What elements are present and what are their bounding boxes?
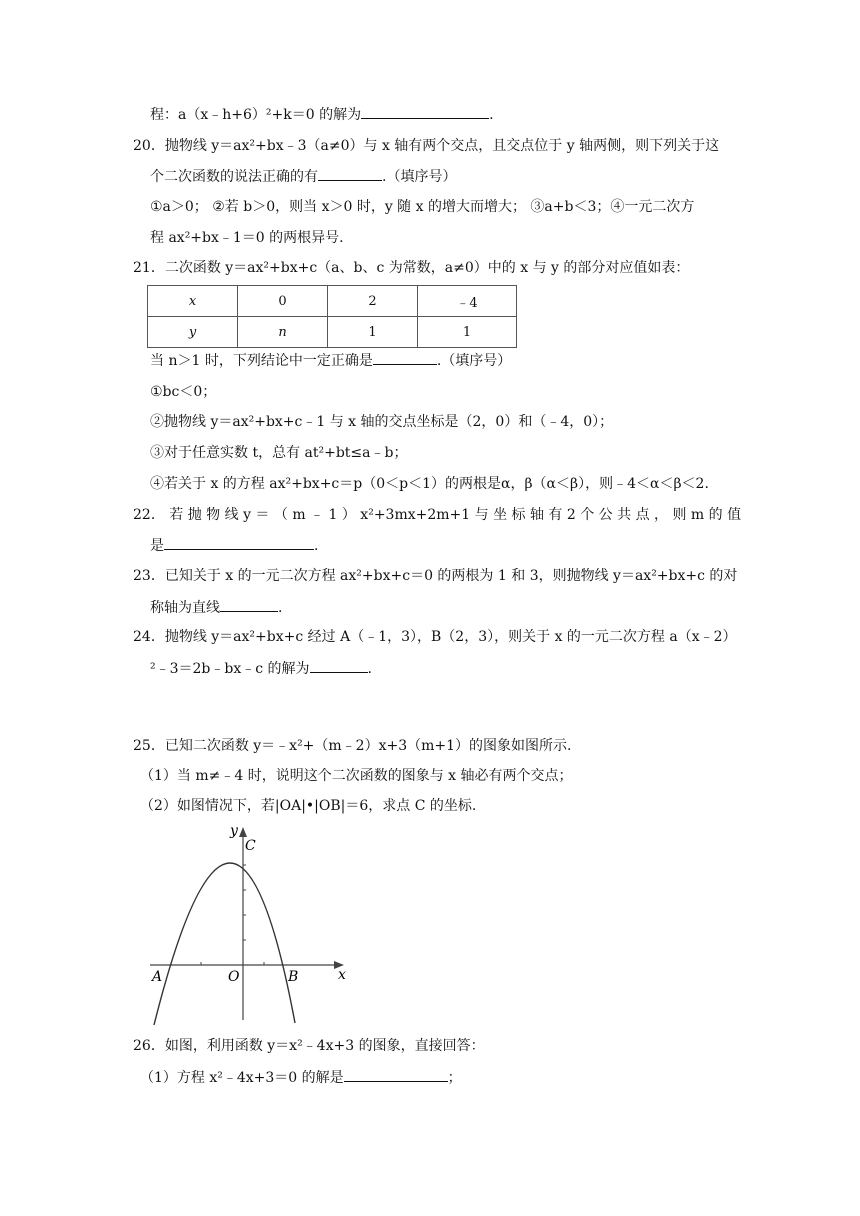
q23-line2 xyxy=(150,597,282,618)
q23-line1: 23．已知关于 x 的一元二次方程 ax²+bx+c＝0 的两根为 1 和 3，则抛物线 y＝ax²+bx+c 的对 xyxy=(133,568,738,584)
q23-text: 称轴为直线 xyxy=(150,600,220,616)
q25-line1: 25．已知二次函数 y＝﹣x²+（m﹣2）x+3（m+1）的图象如图所示. xyxy=(133,738,572,754)
y-axis-label: y xyxy=(230,823,238,839)
answer-blank xyxy=(361,104,489,119)
q24-line2 xyxy=(150,658,372,679)
q21-line1: 21．二次函数 y＝ax²+bx+c（a、b、c 为常数，a≠0）中的 x 与 y 的部分对应值如表： xyxy=(133,260,690,276)
q22-line1: 22． 若 抛 物 线 y ＝ （ m ﹣ 1 ） x²+3mx+2m+1 与 坐 标 轴 有 2 个 公 共 点 ， 则 m 的 值 xyxy=(133,507,742,523)
q21-option-2: ②抛物线 y＝ax²+bx+c﹣1 与 x 轴的交点坐标是（2，0）和（﹣4，0）； xyxy=(150,414,614,430)
q19-text: 程：a（x﹣h+6）²+k＝0 的解为 xyxy=(150,107,362,123)
q26-part1 xyxy=(140,1067,462,1088)
q25-part2: （2）如图情况下，若|OA|•|OB|＝6，求点 C 的坐标. xyxy=(140,798,477,814)
table-cell: 2 xyxy=(328,286,418,317)
table-cell: 1 xyxy=(418,317,517,348)
q22-end: . xyxy=(314,538,319,554)
q20-line1: 20．抛物线 y＝ax²+bx﹣3（a≠0）与 x 轴有两个交点，且交点位于 y 轴两侧，则下列关于这 xyxy=(133,138,720,154)
q26-end: ； xyxy=(447,1070,462,1086)
table-cell: 0 xyxy=(238,286,328,317)
answer-blank xyxy=(318,166,382,181)
q24-line1: 24．抛物线 y＝ax²+bx+c 经过 A（﹣1，3），B（2，3），则关于 x 的一元二次方程 a（x﹣2） xyxy=(133,629,737,645)
point-b-label: B xyxy=(288,969,299,985)
q24-text: ²﹣3＝2b﹣bx﹣c 的解为 xyxy=(150,661,310,677)
table-row xyxy=(148,317,517,348)
answer-blank xyxy=(220,597,278,612)
q21-option-1: ①bc＜0； xyxy=(150,384,217,400)
answer-blank xyxy=(373,350,437,365)
q20-options: ①a＞0； ②若 b＞0，则当 x＞0 时，y 随 x 的增大而增大； ③a+b＜3；④一元二次方 xyxy=(150,199,695,215)
q26-line1: 26．如图，利用函数 y＝x²﹣4x+3 的图象，直接回答： xyxy=(133,1038,485,1054)
q20-hint: .（填序号） xyxy=(382,169,457,185)
q20-text: 个二次函数的说法正确的有 xyxy=(150,169,318,185)
table-cell: n xyxy=(238,317,328,348)
table-row xyxy=(148,286,517,317)
q22-line2 xyxy=(150,535,318,556)
answer-blank xyxy=(164,535,314,550)
q20-options-cont: 程 ax²+bx﹣1＝0 的两根异号. xyxy=(150,230,344,246)
parabola-graph xyxy=(144,820,354,1025)
x-axis-label: x xyxy=(338,967,346,983)
q21-option-3: ③对于任意实数 t，总有 at²+bt≤a﹣b； xyxy=(150,445,408,461)
q22-text: 是 xyxy=(150,538,164,554)
q20-line2 xyxy=(150,166,456,187)
point-c-label: C xyxy=(245,838,256,854)
q21-text: 当 n＞1 时，下列结论中一定正确是 xyxy=(150,353,373,369)
q19-end: . xyxy=(489,107,494,123)
q19-continuation xyxy=(150,104,494,125)
value-table xyxy=(147,285,517,348)
answer-blank xyxy=(310,658,368,673)
y-axis-arrow xyxy=(239,827,247,837)
q24-end: . xyxy=(367,661,372,677)
table-cell: y xyxy=(148,317,238,348)
q21-hint: .（填序号） xyxy=(436,353,512,369)
q23-end: . xyxy=(278,600,283,616)
answer-blank xyxy=(344,1067,448,1082)
q21-line2 xyxy=(150,350,511,371)
table-cell: ﹣4 xyxy=(418,286,517,317)
q26-text: （1）方程 x²﹣4x+3＝0 的解是 xyxy=(140,1070,344,1086)
table-cell: x xyxy=(148,286,238,317)
q25-part1: （1）当 m≠﹣4 时，说明这个二次函数的图象与 x 轴必有两个交点； xyxy=(140,768,573,784)
q21-option-4: ④若关于 x 的方程 ax²+bx+c＝p（0＜p＜1）的两根是α，β（α＜β），则﹣4＜α＜β＜2. xyxy=(150,476,709,492)
point-a-label: A xyxy=(152,969,163,985)
parabola-curve xyxy=(154,863,295,1025)
table-cell: 1 xyxy=(328,317,418,348)
origin-label: O xyxy=(228,969,240,985)
